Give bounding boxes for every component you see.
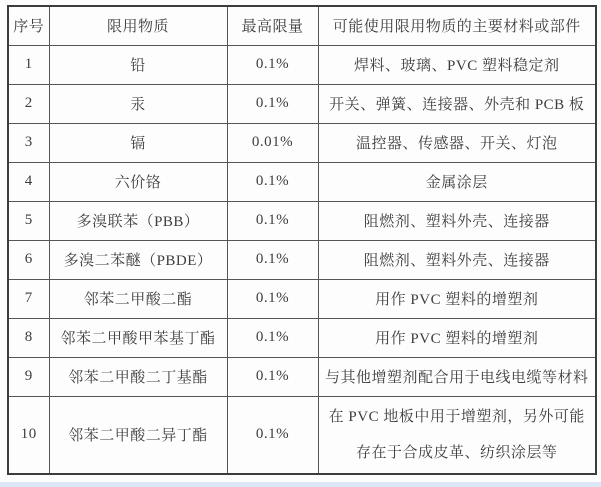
cell-serial-number: 5 xyxy=(8,201,49,240)
table-row xyxy=(8,396,596,474)
cell-max-limit: 0.1% xyxy=(227,45,318,84)
cell-materials: 金属涂层 xyxy=(318,162,596,201)
table-row xyxy=(8,45,596,84)
restricted-substances-table xyxy=(7,5,597,475)
cell-max-limit: 0.1% xyxy=(227,279,318,318)
cell-max-limit: 0.1% xyxy=(227,357,318,396)
cell-substance: 邻苯二甲酸二酯 xyxy=(49,279,227,318)
cell-max-limit: 0.1% xyxy=(227,84,318,123)
cell-substance: 镉 xyxy=(49,123,227,162)
table-row xyxy=(8,123,596,162)
cell-materials: 用作 PVC 塑料的增塑剂 xyxy=(318,318,596,357)
page-bottom-strip xyxy=(0,482,601,487)
cell-substance: 六价铬 xyxy=(49,162,227,201)
table-row xyxy=(8,318,596,357)
table-body xyxy=(8,45,596,474)
table-header xyxy=(8,6,596,45)
table-row xyxy=(8,357,596,396)
cell-serial-number: 9 xyxy=(8,357,49,396)
header-row xyxy=(8,6,596,45)
cell-max-limit: 0.1% xyxy=(227,240,318,279)
cell-materials: 开关、弹簧、连接器、外壳和 PCB 板 xyxy=(318,84,596,123)
cell-max-limit: 0.1% xyxy=(227,318,318,357)
cell-substance: 多溴联苯（PBB） xyxy=(49,201,227,240)
cell-max-limit: 0.01% xyxy=(227,123,318,162)
cell-substance: 汞 xyxy=(49,84,227,123)
cell-max-limit: 0.1% xyxy=(227,162,318,201)
cell-serial-number: 10 xyxy=(8,396,49,474)
table-row xyxy=(8,240,596,279)
cell-substance: 多溴二苯醚（PBDE） xyxy=(49,240,227,279)
cell-materials: 温控器、传感器、开关、灯泡 xyxy=(318,123,596,162)
table-row xyxy=(8,279,596,318)
table-row xyxy=(8,84,596,123)
cell-max-limit: 0.1% xyxy=(227,201,318,240)
cell-serial-number: 3 xyxy=(8,123,49,162)
cell-substance: 邻苯二甲酸二丁基酯 xyxy=(49,357,227,396)
cell-substance: 铅 xyxy=(49,45,227,84)
cell-serial-number: 1 xyxy=(8,45,49,84)
column-header-serial-number: 序号 xyxy=(8,6,49,45)
cell-serial-number: 8 xyxy=(8,318,49,357)
cell-serial-number: 7 xyxy=(8,279,49,318)
cell-substance: 邻苯二甲酸甲苯基丁酯 xyxy=(49,318,227,357)
table-row xyxy=(8,162,596,201)
cell-serial-number: 6 xyxy=(8,240,49,279)
cell-substance: 邻苯二甲酸二异丁酯 xyxy=(49,396,227,474)
cell-materials: 用作 PVC 塑料的增塑剂 xyxy=(318,279,596,318)
cell-materials: 阻燃剂、塑料外壳、连接器 xyxy=(318,201,596,240)
cell-materials: 与其他增塑剂配合用于电线电缆等材料 xyxy=(318,357,596,396)
column-header-substance: 限用物质 xyxy=(49,6,227,45)
cell-materials: 阻燃剂、塑料外壳、连接器 xyxy=(318,240,596,279)
cell-serial-number: 4 xyxy=(8,162,49,201)
column-header-materials: 可能使用限用物质的主要材料或部件 xyxy=(318,6,596,45)
cell-materials: 焊料、玻璃、PVC 塑料稳定剂 xyxy=(318,45,596,84)
cell-serial-number: 2 xyxy=(8,84,49,123)
cell-materials: 在 PVC 地板中用于增塑剂，另外可能存在于合成皮革、纺织涂层等 xyxy=(318,396,596,474)
cell-max-limit: 0.1% xyxy=(227,396,318,474)
table-row xyxy=(8,201,596,240)
column-header-max-limit: 最高限量 xyxy=(227,6,318,45)
